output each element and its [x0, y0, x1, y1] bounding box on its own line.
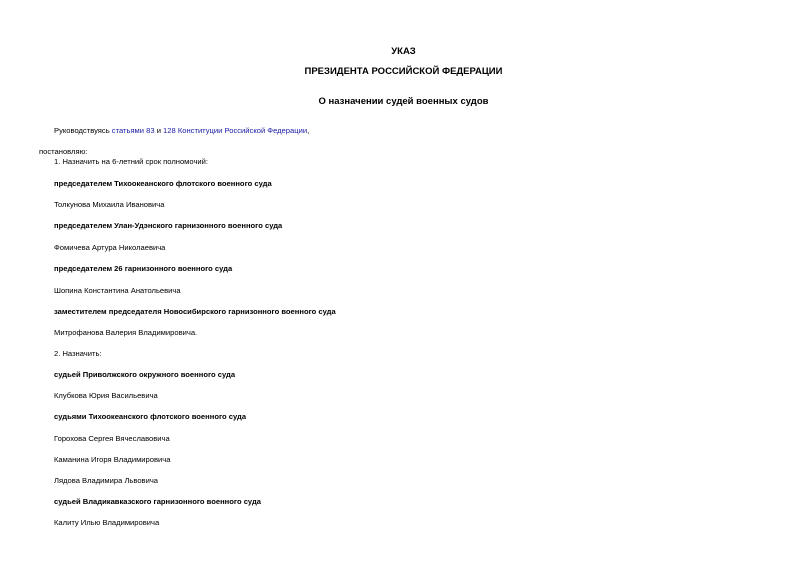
section-2-heading: 2. Назначить:: [54, 349, 102, 358]
appointment-position: заместителем председателя Новосибирского гарнизонного военного суда: [54, 307, 336, 316]
appointment-position: председателем Тихоокеанского флотского военного суда: [54, 179, 272, 188]
preamble-suffix: ,: [307, 126, 310, 135]
appointee-name: Калиту Илью Владимировича: [54, 518, 160, 527]
appointment-position: председателем 26 гарнизонного военного суда: [54, 264, 233, 273]
appointee-name: Фомичева Артура Николаевича: [54, 243, 166, 252]
preamble-mid: и: [154, 126, 164, 135]
doc-type-heading: УКАЗ: [391, 46, 416, 57]
issuer-heading: ПРЕЗИДЕНТА РОССИЙСКОЙ ФЕДЕРАЦИИ: [304, 66, 503, 77]
appointee-name: Митрофанова Валерия Владимировича.: [54, 328, 198, 337]
preamble-prefix: Руководствуясь: [54, 126, 112, 135]
section-1-heading: 1. Назначить на 6-летний срок полномочий:: [54, 157, 209, 166]
preamble-paragraph: [54, 126, 309, 136]
appointment-position: судьей Приволжского окружного военного суда: [54, 370, 236, 379]
appointee-name: Каманина Игоря Владимировича: [54, 455, 171, 464]
appointment-position: судьей Владикавказского гарнизонного военного суда: [54, 497, 262, 506]
constitution-article-128-link[interactable]: 128 Конституции Российской Федерации: [163, 126, 308, 135]
appointee-name: Клубкова Юрия Васильевича: [54, 391, 158, 400]
appointee-name: Лядова Владимира Львовича: [54, 476, 159, 485]
appointee-name: Шопина Константина Анатольевича: [54, 286, 181, 295]
appointment-position: председателем Улан-Удэнского гарнизонного военного суда: [54, 221, 283, 230]
article-83-link[interactable]: статьями 83: [111, 126, 155, 135]
appointee-name: Толкунова Михаила Ивановича: [54, 200, 165, 209]
decree-statement: постановляю:: [39, 147, 88, 156]
document-title: О назначении судей военных судов: [318, 96, 489, 107]
appointee-name: Горохова Сергея Вячеславовича: [54, 434, 170, 443]
appointment-position: судьями Тихоокеанского флотского военного суда: [54, 412, 247, 421]
